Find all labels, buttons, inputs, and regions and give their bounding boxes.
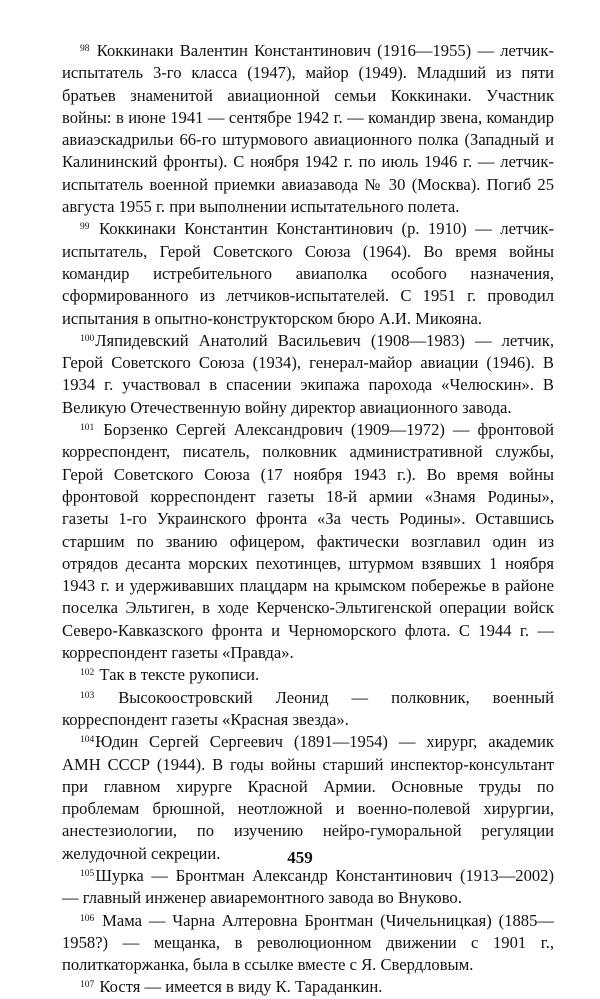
footnote-number: 98: [80, 44, 90, 54]
footnote-number: 107: [80, 980, 95, 991]
footnote-104: [62, 731, 554, 865]
footnote-number: 105: [80, 868, 95, 879]
footnote-100: [62, 330, 554, 419]
footnote-text: Шурка — Бронтман Александр Константинович (1913—2002) — главный инженер авиаремонтного завода во Внуково.: [62, 865, 554, 908]
footnote-text: Костя — имеется в виду К. Тараданкин.: [99, 977, 383, 997]
footnote-text: Юдин Сергей Сергеевич (1891—1954) — хирург, академик АМН СССР (1944). В годы войны старший инспектор-консультант при главном хирурге Красной Армии. Основные труды по проблемам брюшной, неотложной и военно-полевой хирургии, анестезиологии, по изучению нейро-гуморальной регуляции желудочной секреции.: [62, 732, 554, 863]
footnote-text: Борзенко Сергей Александрович (1909—1972) — фронтовой корреспондент, писатель, полковник административной службы, Герой Советского Союза (17 ноября 1943 г.). Во время войны фронтовой корреспондент газеты 18-й армии «Знамя Родины», газеты 1-го Украинского фронта «За честь Родины». Оставшись старшим по званию офицером, фактически возглавил один из отрядов десанта морских пехотинцев, штурмом взявших 1 ноября 1943 г. и удерживавших плацдарм на крымском побережье в районе поселка Эльтиген, в ходе Керченско-Эльтигенской операции войск Северо-Кавказского фронта и Черноморского флота. С 1944 г. — корреспондент газеты «Правда».: [62, 420, 554, 663]
footnote-number: 102: [80, 668, 95, 679]
footnote-number: 103: [80, 690, 95, 701]
footnote-number: 99: [80, 222, 90, 233]
page-number: 459: [287, 848, 313, 867]
footnote-text: Так в тексте рукописи.: [99, 665, 260, 685]
footnote-text: Высокоостровский Леонид — полковник, военный корреспондент газеты «Красная звезда».: [62, 687, 554, 729]
footnote-105: [62, 865, 554, 910]
footnote-106: [62, 910, 554, 977]
footnote-101: [62, 419, 554, 664]
footnote-text: Мама — Чарна Алтеровна Бронтман (Чичельницкая) (1885—1958?) — мещанка, в революционном движении с 1901 г., политкаторжанка, была в ссылке вместе с Я. Свердловым.: [62, 910, 554, 975]
footnote-text: Коккинаки Валентин Константинович (1916—1955) — летчик-испытатель 3-го класса (1947), майор (1949). Младший из пяти братьев знаменитой авиационной семьи Коккинаки. Участник войны: в июне 1941 — сентябре 1942 г. — командир звена, командир авиаэскадрильи 66-го штурмового авиационного полка (Западный и Калининский фронты). С ноября 1942 г. по июль 1946 г. — летчик-испытатель военной приемки авиазавода № 30 (Москва). Погиб 25 августа 1955 г. при выполнении испытательного полета.: [62, 41, 554, 217]
footnote-text: Коккинаки Константин Константинович (р. 1910) — летчик-испытатель, Герой Советского Союза (1964). Во время войны командир истребительного авиаполка особого назначения, сформированного из летчиков-испытателей. С 1951 г. проводил испытания в опытно-конструкторском бюро А.И. Микояна.: [62, 219, 554, 328]
footnote-103: [62, 687, 554, 732]
footnote-number: 106: [80, 913, 95, 924]
footnote-107: [62, 976, 554, 998]
footnote-text: Ляпидевский Анатолий Васильевич (1908—1983) — летчик, Герой Советского Союза (1934), генерал-майор авиации (1946). В 1934 г. участвовал в спасении экипажа парохода «Челюскин». В Великую Отечественную войну директор авиационного завода.: [62, 330, 554, 417]
footnote-number: 100: [80, 333, 95, 344]
footnote-number: 104: [80, 735, 95, 746]
footnote-98: [62, 40, 554, 218]
footnote-102: [62, 664, 554, 686]
footnote-99: [62, 218, 554, 329]
footnote-number: 101: [80, 423, 95, 434]
